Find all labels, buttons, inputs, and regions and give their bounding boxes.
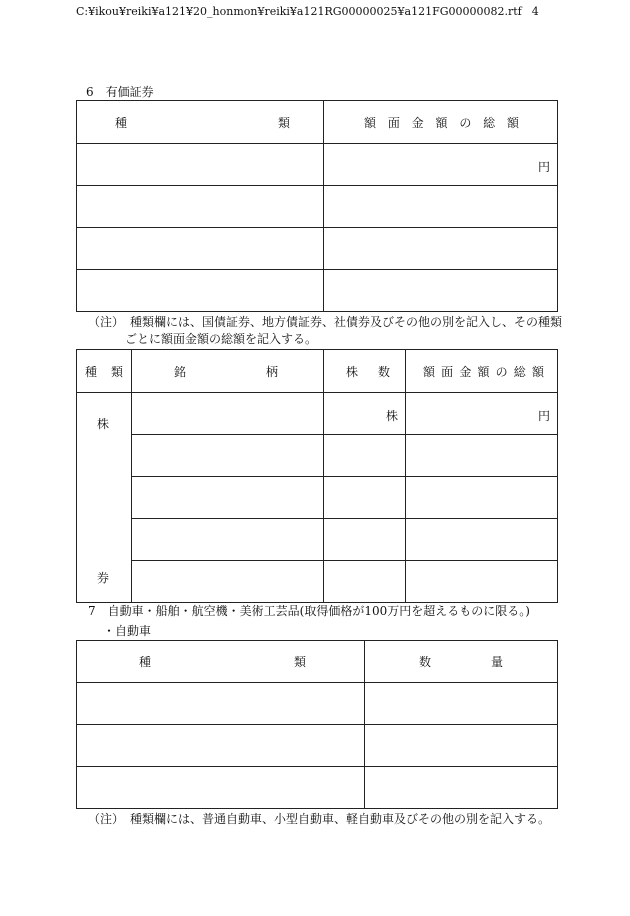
header-brand: 銘 柄 [132,350,324,393]
brand-cell[interactable] [132,519,324,561]
header-quantity: 数 量 [365,641,558,683]
face-total-cell[interactable] [406,477,558,519]
table-row [77,435,558,477]
yen-unit: 円 [537,409,550,423]
face-total-cell[interactable] [324,186,558,228]
header-kind: 種 類 [77,350,132,393]
kind-stock-cell [77,393,132,603]
kind-cell[interactable] [77,186,324,228]
section-7-title: 7 自動車・船舶・航空機・美術工芸品(取得価格が100万円を超えるものに限る。) [88,604,530,618]
table-row [77,519,558,561]
quantity-cell[interactable] [365,725,558,767]
table-row [77,767,558,809]
header-face-total: 額 面 金 額 の 総 額 [324,101,558,144]
header-kind: 種 類 [77,641,365,683]
file-path-header [76,5,539,18]
kind-cell[interactable] [77,144,324,186]
shares-unit: 株 [385,409,398,423]
shares-cell[interactable] [324,519,406,561]
shares-cell[interactable] [324,435,406,477]
stock-certificates-table [76,349,558,603]
brand-cell[interactable] [132,477,324,519]
kind-cell[interactable] [77,270,324,312]
brand-cell[interactable] [132,435,324,477]
header-face-total: 額 面 金 額 の 総 額 [406,350,558,393]
header-shares: 株 数 [324,350,406,393]
page-number: 4 [531,5,539,18]
face-total-cell[interactable] [406,561,558,603]
file-path: C:¥ikou¥reiki¥a121¥20_honmon¥reiki¥a121RG00000025¥a121FG00000082.rtf [76,5,522,18]
kind-cell[interactable] [77,683,365,725]
quantity-cell[interactable] [365,767,558,809]
face-total-cell[interactable] [406,519,558,561]
table-row [77,144,558,186]
brand-cell[interactable] [132,393,324,435]
header-kind: 種 類 [77,101,324,144]
kind-cell[interactable] [77,767,365,809]
face-total-cell[interactable] [324,144,558,186]
kind-cell[interactable] [77,725,365,767]
table-header-row [77,101,558,144]
kind-top-char: 株 [97,417,110,431]
face-total-cell[interactable] [406,393,558,435]
brand-cell[interactable] [132,561,324,603]
note-1-line-1: （注） 種類欄には、国債証券、地方債証券、社債券及びその他の別を記入し、その種類 [88,315,563,329]
note-1-line-2: ごとに額面金額の総額を記入する。 [125,332,318,346]
table-row [77,561,558,603]
face-total-cell[interactable] [406,435,558,477]
kind-cell[interactable] [77,228,324,270]
quantity-cell[interactable] [365,683,558,725]
table-row [77,683,558,725]
table-row [77,725,558,767]
table-row [77,228,558,270]
face-total-cell[interactable] [324,228,558,270]
securities-table [76,100,558,312]
face-total-cell[interactable] [324,270,558,312]
table-row [77,477,558,519]
table-row [77,270,558,312]
section-7-subtitle: ・自動車 [103,624,152,638]
table-header-row [77,641,558,683]
yen-unit: 円 [537,160,550,174]
note-3: （注） 種類欄には、普通自動車、小型自動車、軽自動車及びその他の別を記入する。 [88,812,551,826]
kind-bottom-char: 券 [97,571,110,585]
vehicles-table [76,640,558,809]
table-header-row [77,350,558,393]
shares-cell[interactable] [324,477,406,519]
table-row [77,186,558,228]
shares-cell[interactable] [324,393,406,435]
section-6-title: 6 有価証券 [86,85,154,99]
shares-cell[interactable] [324,561,406,603]
table-row [77,393,558,435]
